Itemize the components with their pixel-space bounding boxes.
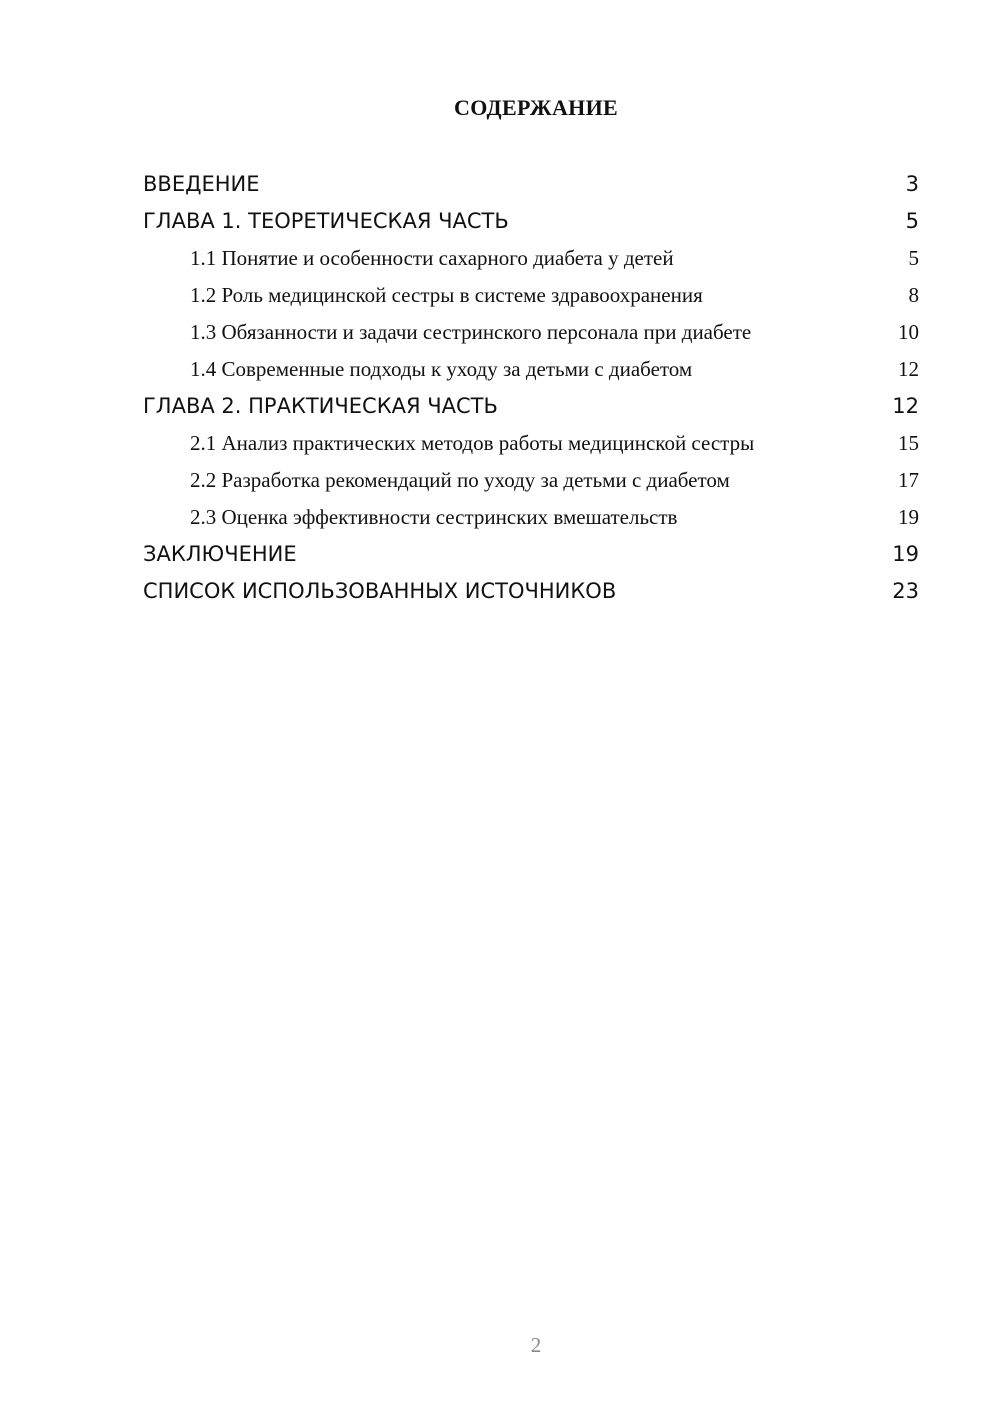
toc-entry-section-1-2[interactable] — [143, 277, 919, 314]
toc-entry-section-1-4[interactable] — [143, 351, 919, 388]
toc-entry-label: ЗАКЛЮЧЕНИЕ — [143, 542, 297, 566]
toc-entry-label: 2.2 Разработка рекомендаций по уходу за детьми с диабетом — [190, 468, 730, 492]
toc-entry-page: 12 — [892, 394, 919, 418]
toc-entry-chapter-1[interactable] — [143, 203, 919, 240]
toc-entry-page: 10 — [898, 320, 919, 344]
toc-entry-label: 2.3 Оценка эффективности сестринских вмешательств — [190, 505, 678, 529]
toc-entry-page: 3 — [905, 172, 919, 196]
toc-entry-label: 1.1 Понятие и особенности сахарного диабета у детей — [190, 246, 674, 270]
page-title: СОДЕРЖАНИЕ — [454, 95, 618, 120]
toc-entry-label: 1.2 Роль медицинской сестры в системе здравоохранения — [190, 283, 703, 307]
toc-entry-page: 17 — [898, 468, 919, 492]
toc-entry-page: 23 — [892, 579, 919, 603]
toc-entry-section-2-1[interactable] — [143, 425, 919, 462]
toc-entry-section-1-1[interactable] — [143, 240, 919, 277]
toc-entry-page: 8 — [908, 283, 919, 307]
toc-entry-conclusion[interactable] — [143, 536, 919, 573]
toc-entry-chapter-2[interactable] — [143, 388, 919, 425]
toc-entry-label: 1.4 Современные подходы к уходу за детьми с диабетом — [190, 357, 693, 381]
page-number: 2 — [530, 1333, 542, 1357]
toc-entry-label: 1.3 Обязанности и задачи сестринского персонала при диабете — [190, 320, 752, 344]
toc-entry-introduction[interactable] — [143, 166, 919, 203]
toc-entry-page: 15 — [898, 431, 919, 455]
toc-entry-references[interactable] — [143, 573, 919, 610]
table-of-contents — [143, 166, 919, 610]
toc-entry-page: 19 — [898, 505, 919, 529]
toc-entry-label: 2.1 Анализ практических методов работы медицинской сестры — [190, 431, 755, 455]
toc-entry-label: ГЛАВА 2. ПРАКТИЧЕСКАЯ ЧАСТЬ — [143, 394, 498, 418]
toc-entry-label: СПИСОК ИСПОЛЬЗОВАННЫХ ИСТОЧНИКОВ — [143, 579, 617, 603]
toc-entry-label: ВВЕДЕНИЕ — [143, 172, 260, 196]
toc-entry-page: 5 — [905, 209, 919, 233]
toc-entry-page: 5 — [908, 246, 919, 270]
toc-entry-label: ГЛАВА 1. ТЕОРЕТИЧЕСКАЯ ЧАСТЬ — [143, 209, 509, 233]
toc-entry-section-1-3[interactable] — [143, 314, 919, 351]
toc-entry-page: 19 — [892, 542, 919, 566]
toc-entry-section-2-2[interactable] — [143, 462, 919, 499]
toc-entry-section-2-3[interactable] — [143, 499, 919, 536]
toc-entry-page: 12 — [898, 357, 919, 381]
